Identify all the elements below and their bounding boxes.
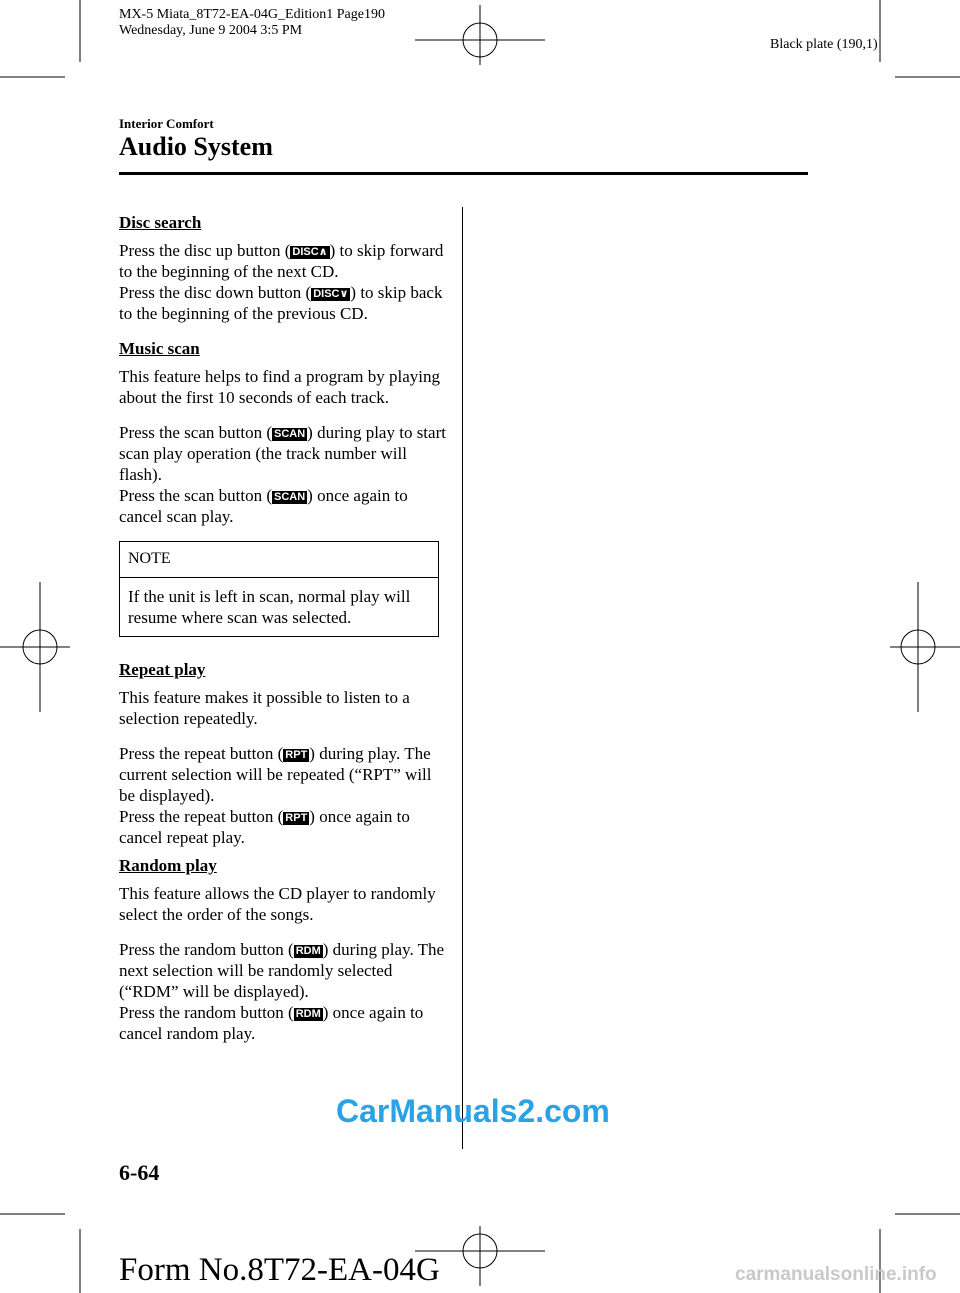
text: Press the repeat button ( bbox=[119, 807, 284, 826]
heading-disc-search: Disc search bbox=[119, 213, 202, 232]
scan-button-icon: SCAN bbox=[273, 428, 306, 440]
text: Press the scan button ( bbox=[119, 423, 272, 442]
disc-up-button-icon: DISC∧ bbox=[292, 246, 328, 258]
music-scan-description: This feature helps to find a program by playing about the first 10 seconds of each track. bbox=[119, 367, 441, 407]
note-label: NOTE bbox=[120, 542, 438, 578]
text: ) during play. The next selection will be randomly selected (“RDM” will be displayed). bbox=[119, 940, 445, 1001]
text: Press the repeat button ( bbox=[119, 744, 284, 763]
text: ) to skip forward to the beginning of the next CD. bbox=[119, 241, 444, 281]
text: Press the random button ( bbox=[119, 940, 294, 959]
text: Press the disc down button ( bbox=[119, 283, 312, 302]
text: ) once again to cancel repeat play. bbox=[119, 807, 410, 847]
repeat-button-icon: RPT bbox=[285, 812, 308, 824]
random-play-description: This feature allows the CD player to randomly select the order of the songs. bbox=[119, 884, 436, 924]
title-rule bbox=[119, 172, 808, 175]
disc-down-button-icon: DISC∨ bbox=[313, 288, 349, 300]
column-divider bbox=[462, 207, 463, 1149]
text: Press the disc up button ( bbox=[119, 241, 291, 260]
doc-id: MX-5 Miata_8T72-EA-04G_Edition1 Page190 bbox=[119, 7, 385, 22]
scan-paragraph bbox=[119, 422, 449, 527]
random-button-icon: RDM bbox=[295, 1008, 321, 1020]
random-button-icon: RDM bbox=[295, 945, 321, 957]
plate-label: Black plate (190,1) bbox=[770, 37, 878, 52]
form-number: Form No.8T72-EA-04G bbox=[119, 1252, 440, 1288]
repeat-button-icon: RPT bbox=[285, 749, 308, 761]
heading-repeat-play: Repeat play bbox=[119, 660, 206, 679]
text: ) during play to start scan play operation (the track number will flash). bbox=[119, 423, 446, 484]
random-paragraph bbox=[119, 939, 449, 1044]
text: Press the random button ( bbox=[119, 1003, 294, 1022]
content-column bbox=[119, 212, 449, 1051]
watermark-corner: carmanualsonline.info bbox=[735, 1264, 937, 1285]
disc-up-paragraph bbox=[119, 240, 449, 324]
note-text: If the unit is left in scan, normal play will resume where scan was selected. bbox=[128, 587, 411, 627]
repeat-play-description: This feature makes it possible to listen to a selection repeatedly. bbox=[119, 688, 410, 728]
note-box bbox=[119, 541, 439, 637]
text: ) to skip back to the beginning of the previous CD. bbox=[119, 283, 443, 323]
text: Press the scan button ( bbox=[119, 486, 272, 505]
text: ) once again to cancel random play. bbox=[119, 1003, 424, 1043]
scan-button-icon: SCAN bbox=[273, 491, 306, 503]
watermark-main: CarManuals2.com bbox=[336, 1093, 610, 1129]
page-number: 6-64 bbox=[119, 1160, 160, 1185]
heading-music-scan: Music scan bbox=[119, 339, 200, 358]
page-title: Audio System bbox=[119, 132, 273, 161]
text: ) during play. The current selection will be repeated (“RPT” will be displayed). bbox=[119, 744, 432, 805]
heading-random-play: Random play bbox=[119, 856, 217, 875]
section-category: Interior Comfort bbox=[119, 116, 214, 131]
repeat-paragraph bbox=[119, 743, 449, 848]
text: ) once again to cancel scan play. bbox=[119, 486, 408, 526]
print-date: Wednesday, June 9 2004 3:5 PM bbox=[119, 23, 303, 38]
